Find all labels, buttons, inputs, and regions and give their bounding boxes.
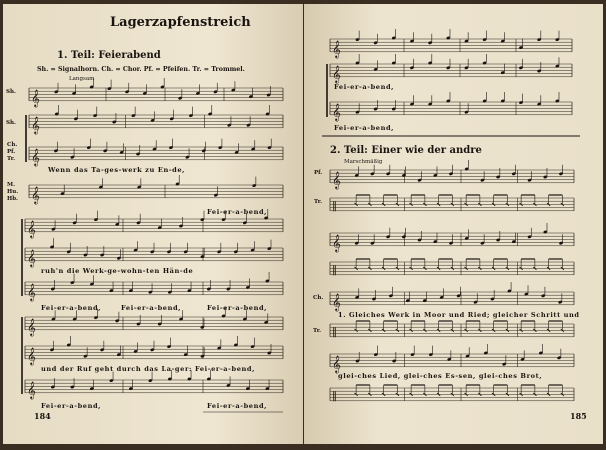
lyric-line: Fei-er-a-bend,	[41, 402, 102, 410]
lyric-line: Wenn das Ta-ges-werk zu En-de,	[48, 166, 186, 174]
percussion-clef: ‖	[332, 390, 337, 402]
page-title: Lagerzapfenstreich	[110, 15, 251, 30]
instrument-legend: Sh. = Signalhorn. Ch. = Chor. Pf. = Pfeifen. Tr. = Trommel.	[37, 66, 245, 73]
lyric-line: Fei-er-a-bend,	[121, 304, 182, 312]
lyric-line: 1. Gleiches Werk in Moor und Ried; gleicher Schritt und	[338, 311, 580, 319]
part-label: Hb.	[7, 196, 18, 202]
treble-clef: 𝄞	[27, 380, 36, 399]
lyric-line: Fei-er-a-bend,	[207, 304, 268, 312]
right-page	[304, 4, 603, 444]
part-label: Ch.	[313, 295, 324, 301]
treble-clef: 𝄞	[332, 102, 341, 121]
lyric-line: Fei-er-a-bend,	[334, 124, 395, 132]
lyric-line: Fei-er-a-bend,	[207, 402, 268, 410]
lyric-line: und der Ruf geht durch das La-ger: Fei-er-a-bend,	[41, 365, 256, 373]
treble-clef: 𝄞	[332, 39, 341, 58]
treble-clef: 𝄞	[332, 64, 341, 83]
treble-clef: 𝄞	[31, 88, 40, 107]
part-label: Tr.	[314, 199, 323, 205]
part-label: Ch.	[7, 142, 18, 148]
lyric-line: ruh'n die Werk-ge-wohn-ten Hän-de	[41, 267, 194, 275]
part-heading: 2. Teil: Einer wie der andre	[330, 145, 482, 156]
part-label: Pf.	[7, 149, 16, 155]
part-label: Pf.	[314, 170, 323, 176]
page-number: 185	[570, 411, 587, 421]
lyric-line: Fei-er-a-bend,	[41, 304, 102, 312]
treble-clef: 𝄞	[31, 115, 40, 134]
treble-clef: 𝄞	[332, 292, 341, 311]
treble-clef: 𝄞	[27, 282, 36, 301]
lyric-line: glei-ches Lied, glei-ches Es-sen, glei-ches Brot,	[338, 372, 543, 380]
treble-clef: 𝄞	[31, 147, 40, 166]
page-number: 184	[34, 411, 51, 421]
part-label: Sh.	[6, 120, 16, 126]
tempo-marking: Marschmäßig	[344, 159, 383, 165]
part-heading: 1. Teil: Feierabend	[57, 50, 161, 61]
part-label: Hu.	[7, 189, 19, 195]
percussion-clef: ‖	[332, 200, 337, 212]
lyric-line: Fei-er-a-bend,	[334, 83, 395, 91]
percussion-clef: ‖	[332, 326, 337, 338]
percussion-clef: ‖	[332, 264, 337, 276]
treble-clef: 𝄞	[27, 317, 36, 336]
treble-clef: 𝄞	[332, 170, 341, 189]
treble-clef: 𝄞	[332, 233, 341, 252]
treble-clef: 𝄞	[27, 248, 36, 267]
treble-clef: 𝄞	[332, 354, 341, 373]
treble-clef: 𝄞	[31, 185, 40, 204]
left-page	[3, 4, 303, 444]
part-label: Tr.	[7, 156, 16, 162]
lyric-line: Fei-er-a-bend,	[207, 208, 268, 216]
tempo-marking: Langsam	[69, 76, 95, 82]
treble-clef: 𝄞	[27, 219, 36, 238]
part-label: M.	[7, 182, 16, 188]
treble-clef: 𝄞	[27, 346, 36, 365]
part-label: Tr.	[313, 328, 322, 334]
part-label: Sh.	[6, 89, 16, 95]
